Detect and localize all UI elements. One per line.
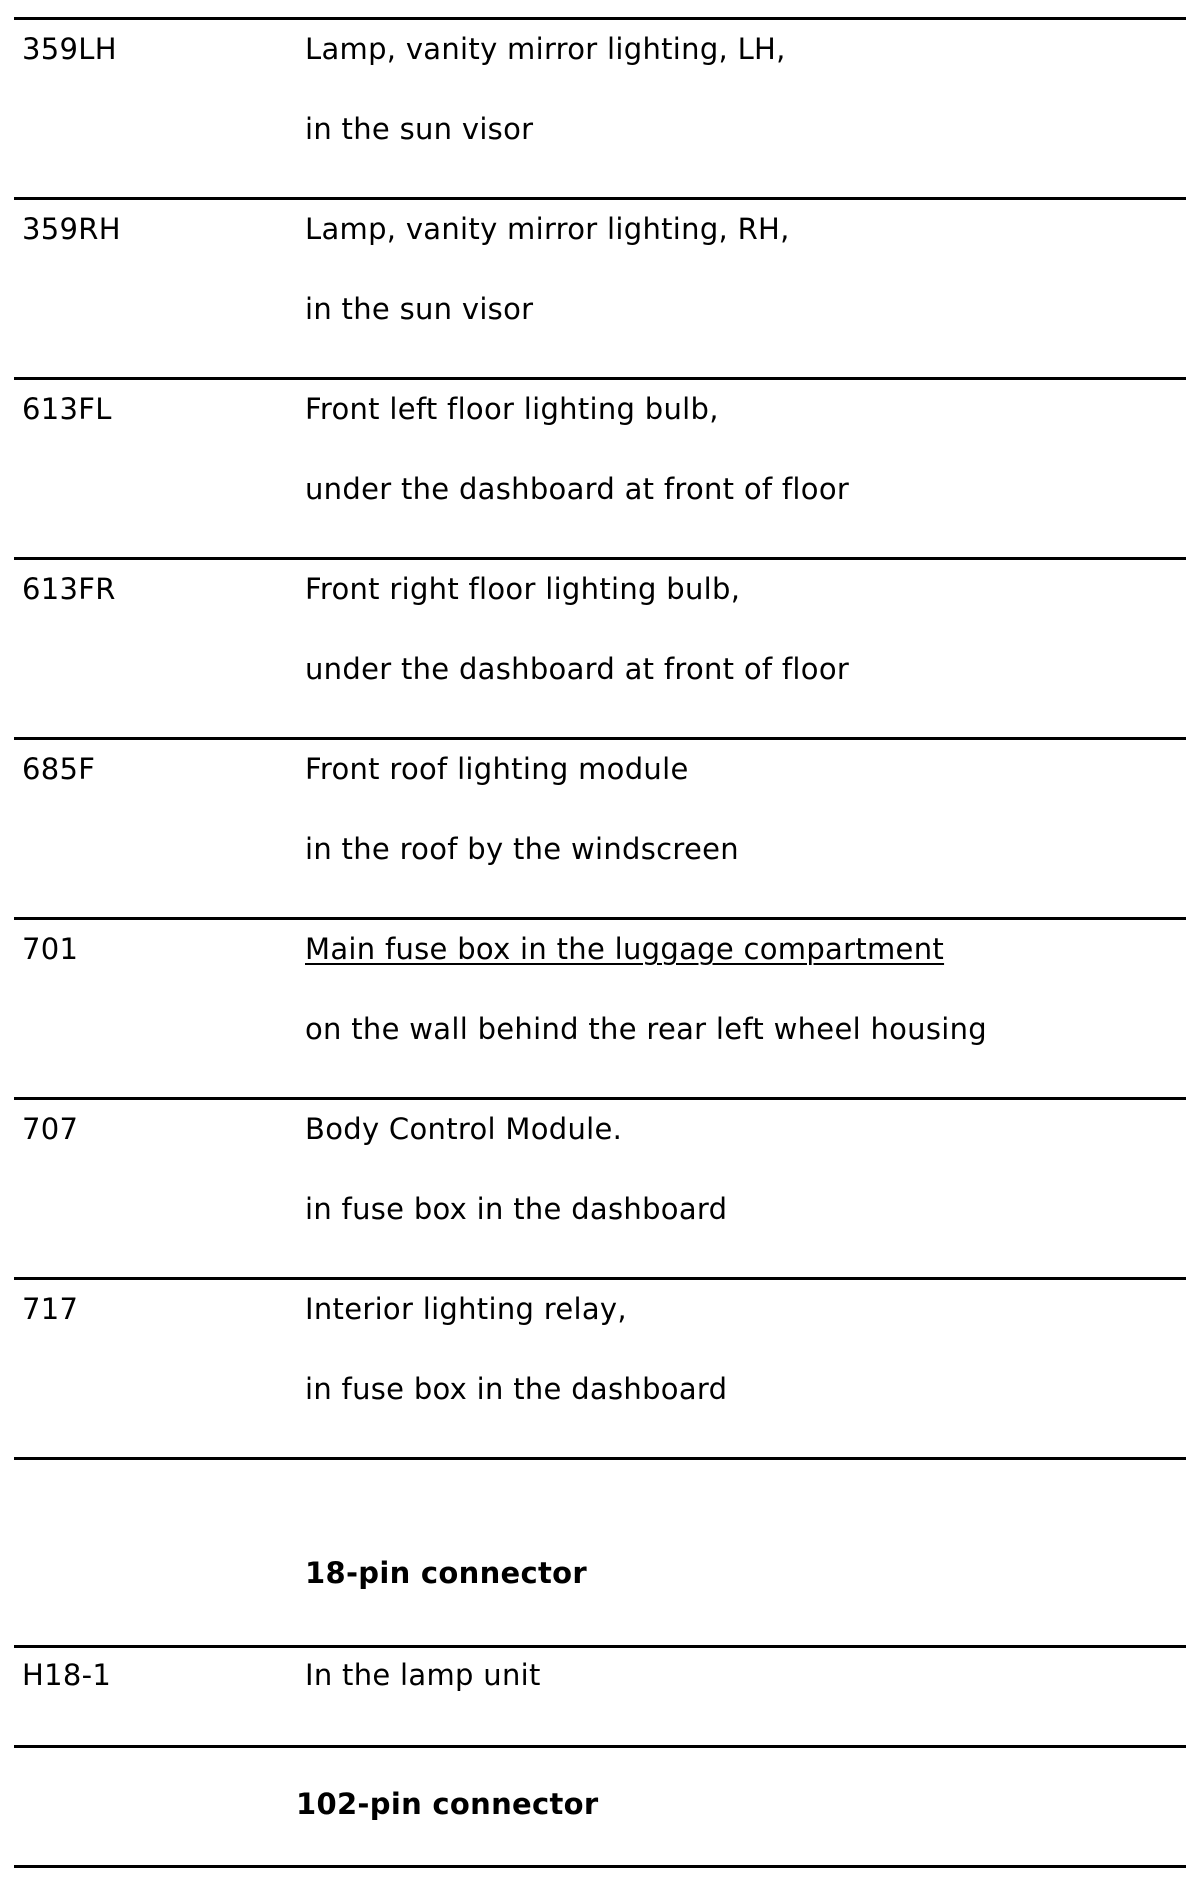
component-code: 613FL	[22, 392, 112, 426]
component-code: 359RH	[22, 212, 121, 246]
component-code: 613FR	[22, 572, 116, 606]
component-location: in fuse box in the dashboard	[305, 1372, 728, 1406]
component-location: in the roof by the windscreen	[305, 832, 739, 866]
component-code: 359LH	[22, 32, 117, 66]
component-code: 707	[22, 1112, 79, 1146]
table-divider	[14, 17, 1186, 20]
component-location: in the sun visor	[305, 112, 534, 146]
table-divider	[14, 1645, 1186, 1648]
section-heading: 102-pin connector	[296, 1787, 599, 1821]
table-divider	[14, 917, 1186, 920]
component-location: in the sun visor	[305, 292, 534, 326]
component-code: 701	[22, 932, 79, 966]
table-divider	[14, 1097, 1186, 1100]
table-divider	[14, 1457, 1186, 1460]
component-description: Front right floor lighting bulb,	[305, 572, 741, 606]
component-description: Front roof lighting module	[305, 752, 689, 786]
table-divider	[14, 1745, 1186, 1748]
table-divider	[14, 197, 1186, 200]
component-code: 685F	[22, 752, 96, 786]
table-divider	[14, 377, 1186, 380]
table-divider	[14, 1865, 1186, 1868]
component-location: under the dashboard at front of floor	[305, 652, 850, 686]
component-location: in fuse box in the dashboard	[305, 1192, 728, 1226]
table-divider	[14, 737, 1186, 740]
main-fuse-box-link[interactable]: Main fuse box in the luggage compartment	[305, 932, 945, 966]
table-divider	[14, 557, 1186, 560]
component-description: Interior lighting relay,	[305, 1292, 627, 1326]
table-divider	[14, 1277, 1186, 1280]
component-location: under the dashboard at front of floor	[305, 472, 850, 506]
component-description: Body Control Module.	[305, 1112, 623, 1146]
component-description: Lamp, vanity mirror lighting, RH,	[305, 212, 790, 246]
section-heading: 18-pin connector	[305, 1556, 587, 1590]
component-location: on the wall behind the rear left wheel housing	[305, 1012, 988, 1046]
component-code: 717	[22, 1292, 79, 1326]
component-description: Lamp, vanity mirror lighting, LH,	[305, 32, 786, 66]
connector-location: In the lamp unit	[305, 1658, 541, 1692]
component-description: Front left floor lighting bulb,	[305, 392, 719, 426]
connector-code: H18-1	[22, 1658, 112, 1692]
